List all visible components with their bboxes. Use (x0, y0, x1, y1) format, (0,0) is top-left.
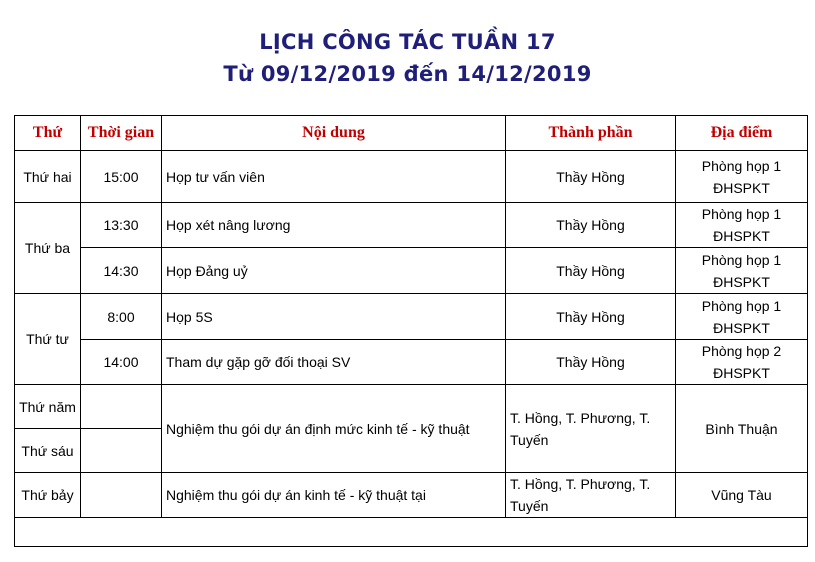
header-day: Thứ (15, 116, 81, 151)
table-row (15, 340, 808, 385)
location-line-1: Phòng họp 1 (701, 297, 782, 314)
time-cell (81, 429, 162, 473)
header-content: Nội dung (162, 116, 506, 151)
location-line-1: Phòng họp 1 (701, 157, 782, 174)
content-cell: Tham dự gặp gỡ đối thoại SV (162, 340, 506, 385)
location-line-2: ĐHSPKT (713, 365, 770, 381)
empty-row (15, 518, 808, 547)
time-cell: 14:00 (81, 340, 162, 385)
members-cell: Thầy Hồng (506, 294, 676, 340)
members-cell: Thầy Hồng (506, 151, 676, 203)
page-title: LỊCH CÔNG TÁC TUẦN 17 (259, 30, 556, 54)
time-cell (81, 473, 162, 518)
time-cell: 14:30 (81, 248, 162, 294)
content-cell: Họp 5S (162, 294, 506, 340)
time-cell: 8:00 (81, 294, 162, 340)
location-line-1: Phòng họp 1 (701, 206, 782, 222)
table-row (15, 203, 808, 248)
location-cell (676, 294, 808, 340)
members-cell: Thầy Hồng (506, 248, 676, 294)
location-line-1: Phòng họp 2 (701, 343, 782, 359)
content-cell: Họp xét nâng lương (162, 203, 506, 248)
time-cell (81, 385, 162, 429)
header-time: Thời gian (81, 116, 162, 151)
day-cell: Thứ tư (15, 294, 81, 385)
table-row (15, 294, 808, 340)
location-line-1: Phòng họp 1 (701, 251, 782, 268)
content-cell: Nghiệm thu gói dự án kinh tế - kỹ thuật tại (162, 473, 506, 518)
page-subtitle: Từ 09/12/2019 đến 14/12/2019 (223, 62, 592, 86)
members-cell: T. Hồng, T. Phương, T. Tuyến (506, 385, 676, 473)
location-cell: Bình Thuận (676, 385, 808, 473)
day-cell: Thứ sáu (15, 429, 81, 473)
schedule-table (14, 115, 808, 547)
day-cell: Thứ năm (15, 385, 81, 429)
table-row (15, 151, 808, 203)
day-cell: Thứ hai (15, 151, 81, 203)
content-cell: Họp Đảng uỷ (162, 248, 506, 294)
time-cell: 15:00 (81, 151, 162, 203)
time-cell: 13:30 (81, 203, 162, 248)
empty-cell (15, 518, 808, 547)
location-line-2: ĐHSPKT (713, 179, 770, 196)
table-row (15, 385, 808, 429)
location-cell (676, 203, 808, 248)
content-cell: Họp tư vấn viên (162, 151, 506, 203)
header-members: Thành phần (506, 116, 676, 151)
header-row (15, 116, 808, 151)
table-row (15, 248, 808, 294)
header-location: Địa điểm (676, 116, 808, 151)
location-cell: Vũng Tàu (676, 473, 808, 518)
members-cell: T. Hồng, T. Phương, T. Tuyến (506, 473, 676, 518)
table-row (15, 473, 808, 518)
location-cell (676, 340, 808, 385)
location-cell (676, 248, 808, 294)
location-line-2: ĐHSPKT (713, 273, 770, 290)
members-cell: Thầy Hồng (506, 203, 676, 248)
location-cell (676, 151, 808, 203)
location-line-2: ĐHSPKT (713, 319, 770, 336)
location-line-2: ĐHSPKT (713, 228, 770, 244)
content-cell: Nghiệm thu gói dự án định mức kinh tế - kỹ thuật (162, 385, 506, 473)
day-cell: Thứ bảy (15, 473, 81, 518)
members-cell: Thầy Hồng (506, 340, 676, 385)
day-cell: Thứ ba (15, 203, 81, 294)
